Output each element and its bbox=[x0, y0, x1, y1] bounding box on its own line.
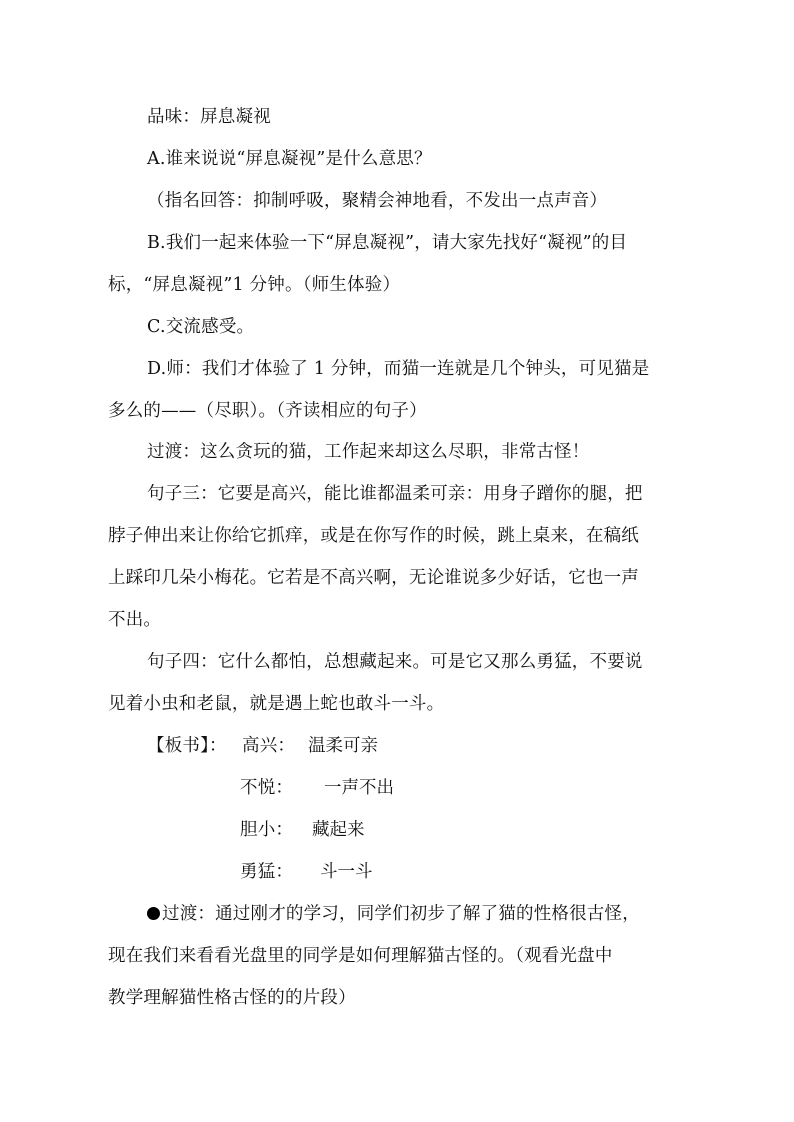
sentence-three-line-2: 脖子伸出来让你给它抓痒，或是在你写作的时候，跳上桌来，在稿纸 bbox=[108, 526, 639, 546]
transition-2-line-3: 教学理解猫性格古怪的的片段） bbox=[108, 988, 356, 1008]
sentence-four-line-1: 句子四：它什么都怕，总想藏起来。可是它又那么勇猛，不要说 bbox=[147, 652, 643, 672]
question-d-line-1: D.师：我们才体验了 1 分钟，而猫一连就是几个钟头，可见猫是 bbox=[147, 359, 650, 379]
answer-note: （指名回答：抑制呼吸，聚精会神地看，不发出一点声音） bbox=[147, 191, 608, 211]
question-d-line-2: 多么的——（尽职）。（齐读相应的句子） bbox=[108, 401, 427, 421]
sentence-four-line-2: 见着小虫和老鼠，就是遇上蛇也敢斗一斗。 bbox=[108, 694, 445, 714]
transition-1: 过渡：这么贪玩的猫，工作起来却这么尽职，非常古怪！ bbox=[147, 442, 590, 462]
board-value: 一声不出 bbox=[324, 778, 394, 798]
board-value: 斗一斗 bbox=[320, 862, 373, 882]
transition-2-line-1 bbox=[147, 902, 640, 926]
board-value: 藏起来 bbox=[312, 820, 365, 840]
section-heading: 品味：屏息凝视 bbox=[147, 107, 271, 127]
board-key: 勇猛： bbox=[240, 862, 294, 882]
question-a: A.谁来说说“屏息凝视”是什么意思？ bbox=[147, 149, 432, 169]
transition-2-line-2: 现在我们来看看光盘里的同学是如何理解猫古怪的。（观看光盘中 bbox=[108, 946, 613, 966]
question-b-line-1: B.我们一起来体验一下“屏息凝视”，请大家先找好“凝视”的目 bbox=[147, 233, 628, 253]
sentence-three-line-1: 句子三：它要是高兴，能比谁都温柔可亲：用身子蹭你的腿，把 bbox=[147, 484, 643, 504]
board-key: 高兴： bbox=[242, 736, 296, 756]
board-label: 【板书】： bbox=[147, 736, 227, 756]
bullet-icon bbox=[147, 907, 160, 920]
board-key: 胆小： bbox=[240, 820, 294, 840]
question-c: C.交流感受。 bbox=[147, 317, 255, 337]
board-value: 温柔可亲 bbox=[308, 736, 378, 756]
transition-2-text: 过渡：通过刚才的学习，同学们初步了解了猫的性格很古怪， bbox=[162, 904, 640, 924]
sentence-three-line-4: 不出。 bbox=[108, 610, 162, 630]
question-b-line-2: 标，“屏息凝视”1 分钟。（师生体验） bbox=[108, 275, 401, 295]
sentence-three-line-3: 上踩印几朵小梅花。它若是不高兴啊，无论谁说多少好话，它也一声 bbox=[108, 568, 639, 588]
board-key: 不悦： bbox=[240, 778, 294, 798]
